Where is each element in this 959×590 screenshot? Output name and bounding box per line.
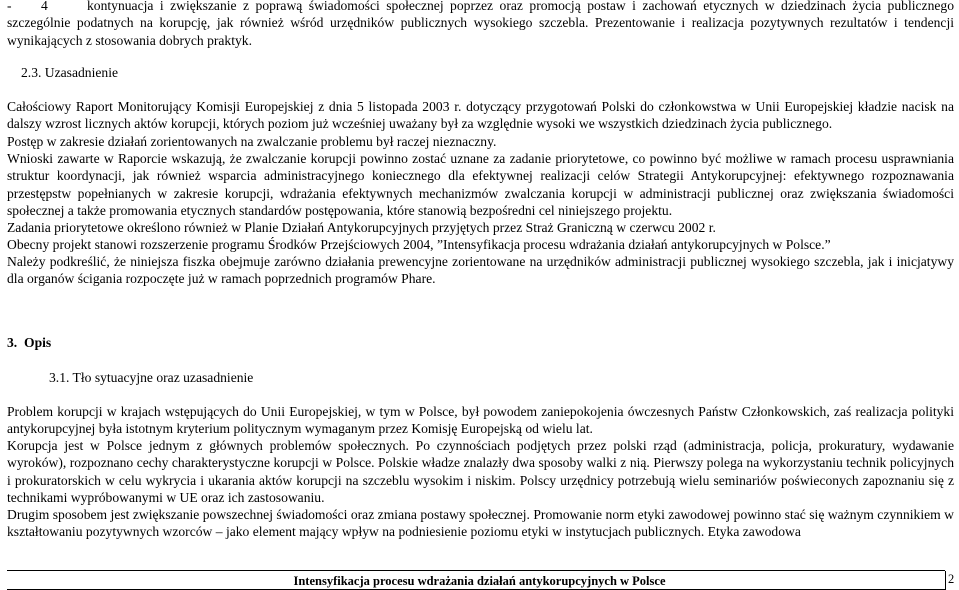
paragraph: Drugim sposobem jest zwiększanie powszechnej świadomości oraz zmiana postawy społecznej. Promowanie norm etyki zawodowej powinno stać się ważnym czynnikiem w kształtowaniu pozytywnych wzorców – jako element mający wpływ na podniesienie poziomu etyki w instytucjach publicznych. Etyka zawodowa <box>7 507 954 540</box>
paragraph: Należy podkreślić, że niniejsza fiszka obejmuje zarówno działania prewencyjne zorientowane na urzędników administracji publicznej wysokiego szczebla, jak i inicjatywy dla organów ścigania rozpoczęte już w ramach poprzednich programów Phare. <box>7 254 954 287</box>
paragraph: Całościowy Raport Monitorujący Komisji Europejskiej z dnia 5 listopada 2003 r. dotyczący przygotowań Polski do członkowstwa w Unii Europejskiej kładzie nacisk na dalszy wzrost licznych aktów korupcji, których poziom już wcześniej uważany był za względnie wysoki we wszystkich dziedzinach życia publicznego. <box>7 99 954 132</box>
list-dash: - <box>7 0 12 13</box>
paragraph: Korupcja jest w Polsce jednym z głównych problemów społecznych. Po czynnościach podjętych przez polski rząd (administracja, policja, prokuratury, wydawanie wyroków), rozpoznano cechy charakterystyczne korupcji w Polsce. Polskie władze znalazły dwa sposoby walki z nią. Pierwszy polega na wykorzystaniu technik policyjnych i prokuratorskich w celu wykrycia i ukarania aktów korupcji na szczeblu wysokim i niskim. Polscy urzędnicy potrzebują wielu seminariów poświeconych zapoznaniu się z technikami wypróbowanymi w UE oraz ich zastosowaniu. <box>7 438 954 506</box>
list-item <box>0 0 959 49</box>
paragraph: Obecny projekt stanowi rozszerzenie programu Środków Przejściowych 2004, ”Intensyfikacja procesu wdrażania działań antykorupcyjnych w Polsce.” <box>7 237 831 252</box>
subsection-heading: 3.1. Tło sytuacyjne oraz uzasadnienie <box>49 370 254 385</box>
paragraph: Postęp w zakresie działań zorientowanych na zwalczanie problemu był raczej nieznaczny. <box>7 134 497 149</box>
paragraph: Zadania priorytetowe określono również w Planie Działań Antykorupcyjnych przyjętych przez Straż Graniczną w czerwcu 2002 r. <box>7 220 716 235</box>
paragraph: Wnioski zawarte w Raporcie wskazują, że zwalczanie korupcji powinno zostać uznane za zadanie priorytetowe, co powinno być możliwe w ramach procesu usprawniania struktur koordynacji, jak również wsparcia administracyjnego koniecznego dla efektywnej realizacji celów Strategii Antykorupcyjnej: efektywnego rozpoznawania przestępstw popełnianych w zakresie korupcji, wdrażania efektywnych mechanizmów zwalczania korupcji w administracji publicznej oraz zwiększania świadomości społecznej a także promowania etycznych standardów postępowania, które stanowią bezpośredni cel niniejszego projektu. <box>7 151 954 219</box>
list-item-text: kontynuacja i zwiększanie z poprawą świadomości społecznej poprzez oraz promocją postaw i zachowań etycznych w dziedzinach życia publicznego szczególnie podatnych na korupcję, jak również wśród urzędników publicznych wysokiego szczebla. Prezentowanie i realizacja pozytywnych rezultatów i tendencji wynikających z stosowania dobrych praktyk. <box>7 0 954 48</box>
section-heading: 2.3. Uzasadnienie <box>21 65 119 80</box>
footer-title: Intensyfikacja procesu wdrażania działań antykorupcyjnych w Polsce <box>293 574 666 588</box>
paragraph: Problem korupcji w krajach wstępujących do Unii Europejskiej, w tym w Polsce, był powodem zaniepokojenia ówczesnych Państw Członkowskich, zaś realizacja polityki antykorupcyjnej była istotnym kryterium politycznym wymaganym przez Komisję Europejską od wielu lat. <box>7 404 954 437</box>
page-number: 2 <box>948 572 955 586</box>
section-heading: 3. Opis <box>7 335 52 350</box>
list-number: 4 <box>41 0 48 13</box>
